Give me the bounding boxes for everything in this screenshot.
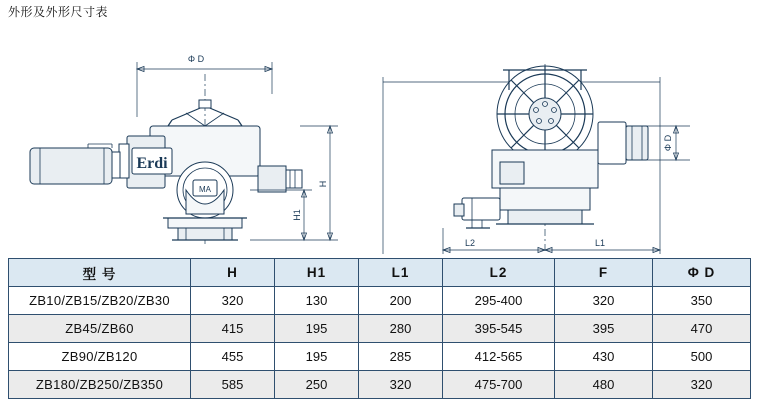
brand-logo-text: Erdi <box>136 155 168 172</box>
base-flange <box>168 218 242 228</box>
col-header-model: 型 号 <box>9 259 191 287</box>
motor-cylinder <box>30 148 112 184</box>
cell-L2: 295-400 <box>443 287 555 315</box>
brand-plate <box>132 148 172 174</box>
dim-label-phiD-right: Φ D <box>663 134 673 152</box>
cell-L2: 395-545 <box>443 315 555 343</box>
cell-F: 395 <box>555 315 653 343</box>
dim-label-L2: L2 <box>464 238 476 248</box>
side-motor-block <box>598 122 626 164</box>
cell-H1: 130 <box>275 287 359 315</box>
cell-H1: 195 <box>275 315 359 343</box>
dim-L1 <box>545 238 660 253</box>
cell-phiD: 500 <box>653 343 751 371</box>
left-protrusion <box>462 198 500 220</box>
cell-F: 320 <box>555 287 653 315</box>
cell-phiD: 350 <box>653 287 751 315</box>
cell-F: 430 <box>555 343 653 371</box>
col-header-L1: L1 <box>359 259 443 287</box>
dimension-table-wrapper <box>8 258 750 399</box>
cell-phiD: 320 <box>653 371 751 399</box>
dim-label-H: H <box>318 180 328 188</box>
table-header-row <box>9 259 751 287</box>
svg-text:MA: MA <box>199 185 211 194</box>
dimension-drawing <box>0 22 758 254</box>
junction-box-right <box>500 162 524 184</box>
dim-H1-left-view <box>250 190 312 240</box>
cell-L1: 285 <box>359 343 443 371</box>
dim-label-phiD-top: Φ D <box>187 54 205 64</box>
cell-L1: 320 <box>359 371 443 399</box>
table-row <box>9 371 751 399</box>
cell-L1: 200 <box>359 287 443 315</box>
cell-model: ZB180/ZB250/ZB350 <box>9 371 191 399</box>
cell-phiD: 470 <box>653 315 751 343</box>
handwheel-right <box>497 66 593 162</box>
left-elevation-view <box>30 54 338 244</box>
cell-model: ZB45/ZB60 <box>9 315 191 343</box>
dim-label-L1: L1 <box>594 238 606 248</box>
output-shaft-block <box>258 166 286 192</box>
table-row <box>9 343 751 371</box>
right-elevation-view <box>383 64 690 254</box>
cell-H: 455 <box>191 343 275 371</box>
col-header-L2: L2 <box>443 259 555 287</box>
dim-L2 <box>443 228 545 254</box>
col-header-H1: H1 <box>275 259 359 287</box>
cell-L2: 475-700 <box>443 371 555 399</box>
cell-F: 480 <box>555 371 653 399</box>
page-title: 外形及外形尺寸表 <box>8 5 109 19</box>
left-protrusion-cap <box>454 204 464 216</box>
body-mid-right <box>500 188 590 210</box>
cell-L2: 412-565 <box>443 343 555 371</box>
dimension-table <box>8 258 751 399</box>
cell-model: ZB10/ZB15/ZB20/ZB30 <box>9 287 191 315</box>
base-right <box>508 210 582 224</box>
side-motor-cap <box>626 126 648 160</box>
cell-H: 320 <box>191 287 275 315</box>
col-header-phiD: Φ D <box>653 259 751 287</box>
motor-coupling <box>112 152 120 178</box>
cell-model: ZB90/ZB120 <box>9 343 191 371</box>
cell-H1: 195 <box>275 343 359 371</box>
cell-H1: 250 <box>275 371 359 399</box>
output-shaft <box>286 170 302 188</box>
table-row <box>9 287 751 315</box>
dim-label-H1: H1 <box>292 209 302 221</box>
cell-H: 585 <box>191 371 275 399</box>
cell-H: 415 <box>191 315 275 343</box>
cell-L1: 280 <box>359 315 443 343</box>
col-header-F: F <box>555 259 653 287</box>
table-row <box>9 315 751 343</box>
col-header-H: H <box>191 259 275 287</box>
